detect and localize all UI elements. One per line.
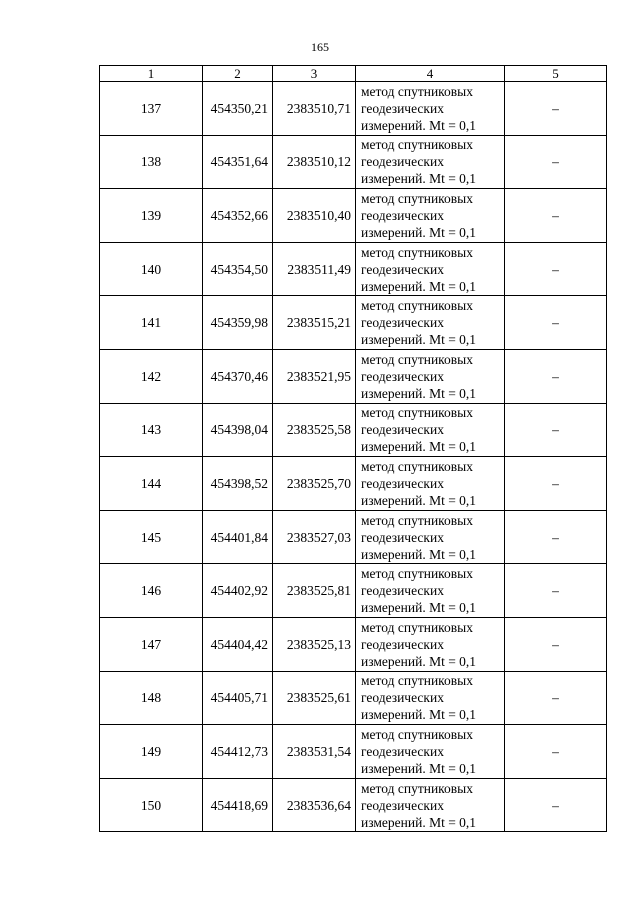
method-cell (356, 725, 505, 779)
table-row (100, 189, 607, 243)
method-cell (356, 617, 505, 671)
point-number-cell: 146 (100, 564, 203, 618)
method-cell (356, 189, 505, 243)
column-header: 5 (505, 66, 607, 82)
y-coordinate-cell: 2383525,13 (273, 617, 356, 671)
method-text-line: геодезических (361, 154, 444, 170)
x-coordinate-cell: 454354,50 (203, 242, 273, 296)
method-text-line: метод спутниковых (361, 351, 473, 367)
method-cell (356, 242, 505, 296)
column-header: 1 (100, 66, 203, 82)
x-coordinate-cell: 454398,52 (203, 457, 273, 511)
method-text-line: измерений. Mt = 0,1 (361, 653, 477, 669)
y-coordinate-cell: 2383527,03 (273, 510, 356, 564)
method-text-line: метод спутниковых (361, 190, 473, 206)
method-text-line: измерений. Mt = 0,1 (361, 546, 477, 562)
method-text-line: геодезических (361, 207, 444, 223)
point-number-cell: 142 (100, 349, 203, 403)
method-text-line: геодезических (361, 261, 444, 277)
table-row (100, 617, 607, 671)
y-coordinate-cell: 2383536,64 (273, 778, 356, 832)
table-row (100, 510, 607, 564)
method-text-line: измерений. Mt = 0,1 (361, 332, 477, 348)
point-number-cell: 148 (100, 671, 203, 725)
table-header-row (100, 66, 607, 82)
method-text-line: измерений. Mt = 0,1 (361, 760, 477, 776)
method-text-line: измерений. Mt = 0,1 (361, 439, 477, 455)
description-cell: – (505, 617, 607, 671)
point-number-cell: 145 (100, 510, 203, 564)
x-coordinate-cell: 454418,69 (203, 778, 273, 832)
y-coordinate-cell: 2383510,71 (273, 82, 356, 136)
table-row (100, 671, 607, 725)
column-header: 2 (203, 66, 273, 82)
point-number-cell: 140 (100, 242, 203, 296)
description-cell: – (505, 564, 607, 618)
y-coordinate-cell: 2383515,21 (273, 296, 356, 350)
point-number-cell: 149 (100, 725, 203, 779)
table-row (100, 349, 607, 403)
method-text-line: измерений. Mt = 0,1 (361, 707, 477, 723)
y-coordinate-cell: 2383521,95 (273, 349, 356, 403)
table-row (100, 82, 607, 136)
x-coordinate-cell: 454402,92 (203, 564, 273, 618)
y-coordinate-cell: 2383525,70 (273, 457, 356, 511)
method-text-line: геодезических (361, 743, 444, 759)
point-number-cell: 143 (100, 403, 203, 457)
x-coordinate-cell: 454405,71 (203, 671, 273, 725)
point-number-cell: 147 (100, 617, 203, 671)
point-number-cell: 150 (100, 778, 203, 832)
method-text-line: метод спутниковых (361, 137, 473, 153)
method-cell (356, 510, 505, 564)
description-cell: – (505, 82, 607, 136)
description-cell: – (505, 403, 607, 457)
table-row (100, 725, 607, 779)
page-number: 165 (311, 40, 329, 54)
point-number-cell: 139 (100, 189, 203, 243)
x-coordinate-cell: 454398,04 (203, 403, 273, 457)
table-body (100, 66, 607, 832)
point-number-cell: 141 (100, 296, 203, 350)
method-text-line: метод спутниковых (361, 512, 473, 528)
method-text-line: геодезических (361, 690, 444, 706)
method-text-line: измерений. Mt = 0,1 (361, 600, 477, 616)
method-text-line: метод спутниковых (361, 780, 473, 796)
method-text-line: геодезических (361, 636, 444, 652)
method-text-line: метод спутниковых (361, 619, 473, 635)
method-cell (356, 671, 505, 725)
y-coordinate-cell: 2383511,49 (273, 242, 356, 296)
description-cell: – (505, 510, 607, 564)
point-number-cell: 144 (100, 457, 203, 511)
method-text-line: измерений. Mt = 0,1 (361, 492, 477, 508)
x-coordinate-cell: 454352,66 (203, 189, 273, 243)
method-text-line: геодезических (361, 100, 444, 116)
y-coordinate-cell: 2383510,12 (273, 135, 356, 189)
method-text-line: метод спутниковых (361, 405, 473, 421)
description-cell: – (505, 457, 607, 511)
method-cell (356, 135, 505, 189)
description-cell: – (505, 135, 607, 189)
method-text-line: геодезических (361, 475, 444, 491)
method-cell (356, 457, 505, 511)
y-coordinate-cell: 2383510,40 (273, 189, 356, 243)
y-coordinate-cell: 2383531,54 (273, 725, 356, 779)
description-cell: – (505, 778, 607, 832)
description-cell: – (505, 296, 607, 350)
method-text-line: измерений. Mt = 0,1 (361, 224, 477, 240)
x-coordinate-cell: 454359,98 (203, 296, 273, 350)
table-row (100, 564, 607, 618)
x-coordinate-cell: 454350,21 (203, 82, 273, 136)
method-cell (356, 349, 505, 403)
table-row (100, 242, 607, 296)
method-cell (356, 778, 505, 832)
method-text-line: метод спутниковых (361, 458, 473, 474)
table-row (100, 457, 607, 511)
method-text-line: геодезических (361, 368, 444, 384)
point-number-cell: 138 (100, 135, 203, 189)
method-cell (356, 82, 505, 136)
method-text-line: метод спутниковых (361, 566, 473, 582)
method-text-line: измерений. Mt = 0,1 (361, 278, 477, 294)
x-coordinate-cell: 454351,64 (203, 135, 273, 189)
description-cell: – (505, 725, 607, 779)
table-row (100, 296, 607, 350)
method-cell (356, 403, 505, 457)
method-text-line: метод спутниковых (361, 726, 473, 742)
method-text-line: геодезических (361, 529, 444, 545)
table-row (100, 403, 607, 457)
description-cell: – (505, 671, 607, 725)
method-text-line: геодезических (361, 422, 444, 438)
method-text-line: метод спутниковых (361, 244, 473, 260)
method-text-line: метод спутниковых (361, 83, 473, 99)
y-coordinate-cell: 2383525,81 (273, 564, 356, 618)
method-text-line: геодезических (361, 315, 444, 331)
x-coordinate-cell: 454370,46 (203, 349, 273, 403)
description-cell: – (505, 349, 607, 403)
column-header: 4 (356, 66, 505, 82)
method-text-line: метод спутниковых (361, 673, 473, 689)
method-text-line: геодезических (361, 583, 444, 599)
table-row (100, 135, 607, 189)
x-coordinate-cell: 454401,84 (203, 510, 273, 564)
method-text-line: измерений. Mt = 0,1 (361, 117, 477, 133)
method-text-line: метод спутниковых (361, 298, 473, 314)
method-text-line: измерений. Mt = 0,1 (361, 814, 477, 830)
x-coordinate-cell: 454404,42 (203, 617, 273, 671)
method-text-line: измерений. Mt = 0,1 (361, 385, 477, 401)
method-cell (356, 296, 505, 350)
method-text-line: измерений. Mt = 0,1 (361, 171, 477, 187)
point-number-cell: 137 (100, 82, 203, 136)
coordinates-table (99, 65, 607, 832)
description-cell: – (505, 189, 607, 243)
y-coordinate-cell: 2383525,61 (273, 671, 356, 725)
column-header: 3 (273, 66, 356, 82)
method-text-line: геодезических (361, 797, 444, 813)
x-coordinate-cell: 454412,73 (203, 725, 273, 779)
table-row (100, 778, 607, 832)
method-cell (356, 564, 505, 618)
description-cell: – (505, 242, 607, 296)
y-coordinate-cell: 2383525,58 (273, 403, 356, 457)
